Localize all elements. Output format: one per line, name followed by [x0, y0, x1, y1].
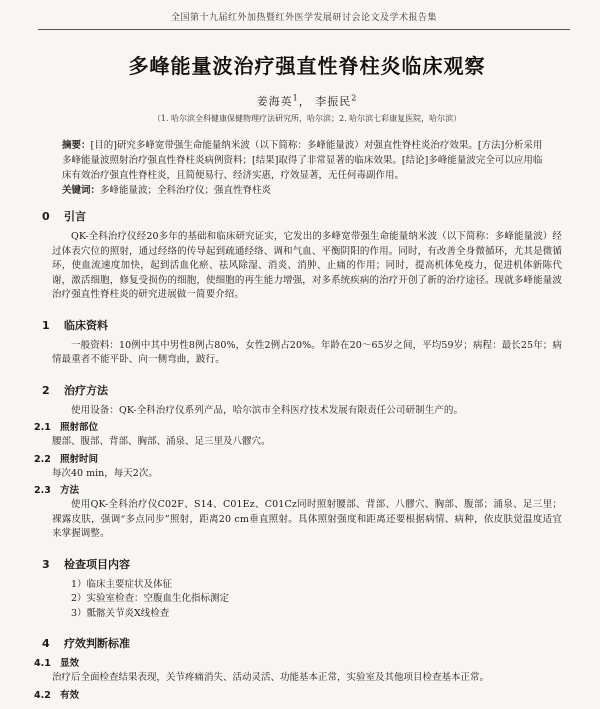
section-title: 检查项目内容: [64, 557, 130, 571]
keywords-label: 关键词：: [62, 185, 101, 196]
subsection-number: 4.2: [34, 689, 51, 701]
section-number: 3: [42, 557, 50, 571]
subsection-number: 2.3: [34, 485, 51, 496]
section-number: 4: [42, 637, 50, 650]
section-title: 治疗方法: [64, 383, 108, 397]
section-heading: [42, 556, 562, 572]
list-item: 1）临床主要症状及体征: [71, 578, 173, 590]
subsection-title: 显效: [60, 658, 80, 669]
subsection-heading: [34, 421, 562, 435]
running-header: 全国第十九届红外加热暨红外医学发展研讨会论文及学术报告集: [38, 0, 570, 30]
subsection-number: 4.1: [34, 658, 51, 669]
list-item: 3）骶髂关节炎X线检查: [71, 607, 170, 619]
subsection-title: 方法: [60, 485, 80, 496]
subsection-number: 2.2: [34, 453, 51, 465]
author-name: 姜海英: [256, 95, 293, 108]
subsection-title: 照射部位: [60, 422, 99, 433]
subsection-heading: [34, 657, 562, 671]
section-title: 疗效判断标准: [64, 637, 130, 650]
subsection-text: 治疗后全面检查结果表现，关节疼痛消失、活动灵活、功能基本正常，实验室及其他项目检查基本正常。: [52, 672, 490, 683]
section-number: 0: [42, 210, 50, 223]
section-paragraph: 使用设备：QK-全科治疗仪系列产品，哈尔滨市全科医疗技术发展有限责任公司研制生产的。: [71, 404, 464, 416]
list-item: 2）实验室检查：空腹血生化指标测定: [71, 593, 230, 604]
keywords: [52, 183, 562, 198]
subsection-title: 照射时间: [60, 453, 99, 465]
section-number: 2: [42, 383, 50, 397]
section-heading: [42, 317, 562, 333]
subsection-text: 使用QK-全科治疗仪C02F、S14、C01Ez、C01Cz同时照射腰部、背部、八髎穴、胸部、腹部；涌泉、足三里；裸露皮肤，强调“多点同步”照射，距离20 cm垂直照射。具体照射强度和距离还要根据病情、病种，依皮肤觉温度适宜来掌握调整。: [52, 499, 562, 539]
article-title: 多峰能量波治疗强直性脊柱炎临床观察: [128, 54, 486, 78]
authors: 姜海英$^1$， 李振民$^2$: [256, 93, 358, 108]
keywords-text: 多峰能量波；全科治疗仪；强直性脊柱炎: [100, 185, 272, 196]
subsection-number: 2.1: [34, 422, 51, 433]
subsection-text: 腰部、腹部、背部、胸部、涌泉、足三里及八髎穴。: [52, 436, 271, 447]
subsection-title: 有效: [60, 689, 80, 701]
affiliation: （1. 哈尔滨全科健康保健物理疗法研究所，哈尔滨；2. 哈尔滨七彩康复医院，哈尔滨）: [152, 114, 462, 123]
author-affiliation-mark: 2: [351, 93, 358, 103]
subsection-text: 每次40 min，每天2次。: [52, 467, 158, 479]
abstract-label: 摘要：: [62, 140, 91, 151]
section-title: 临床资料: [64, 318, 108, 332]
section-paragraph: QK-全科治疗仪经20多年的基础和临床研究证实，它发出的多峰宽带强生命能量纳米波（以下简称：多峰能量波）经过体表穴位的照射，通过经络的传导起到疏通经络、调和气血、平衡阴阳的作用。同时，有改善全身微循环，尤其是微循环，使血流速度加快，起到活血化瘀、祛风除湿、消炎、消肿、止痛的作用；同时，提高机体免疫力，促进机体新陈代谢，激活细胞，修复受损伤的细胞，使细胞的再生能力增强，对多系统疾病的治疗开创了新的治疗途径。现就多峰能量波治疗强直性脊柱炎的研究进展做一简要介绍。: [52, 231, 562, 300]
section-paragraph: 一般资料：10例中其中男性8例占80%，女性2例占20%。年龄在20～65岁之间，平均59岁；病程：最长25年；病情最重者不能平卧、向一侧弯曲，跛行。: [52, 339, 562, 365]
author-affiliation-mark: 1: [292, 93, 299, 103]
section-heading: [42, 208, 562, 224]
section-number: 1: [42, 318, 50, 332]
abstract: [52, 138, 562, 183]
section-heading: [42, 635, 562, 651]
section-title: 引言: [64, 210, 86, 223]
section-heading: [42, 382, 562, 398]
subsection-heading: [34, 453, 562, 467]
subsection-heading: [34, 689, 562, 703]
abstract-text: [目的]研究多峰宽带强生命能量纳米波（以下简称：多峰能量波）对强直性脊柱炎治疗效果。[方法]分析采用多峰能量波照射治疗强直性脊柱炎病例资料；[结果]取得了非常显著的临床效果。[结论]多峰能量波完全可以应用临床有效治疗强直性脊柱炎，且简便易行、经济实惠，疗效显著，无任何毒副作用。: [62, 140, 543, 181]
subsection-heading: [34, 484, 562, 498]
author-name: 李振民: [315, 95, 352, 108]
